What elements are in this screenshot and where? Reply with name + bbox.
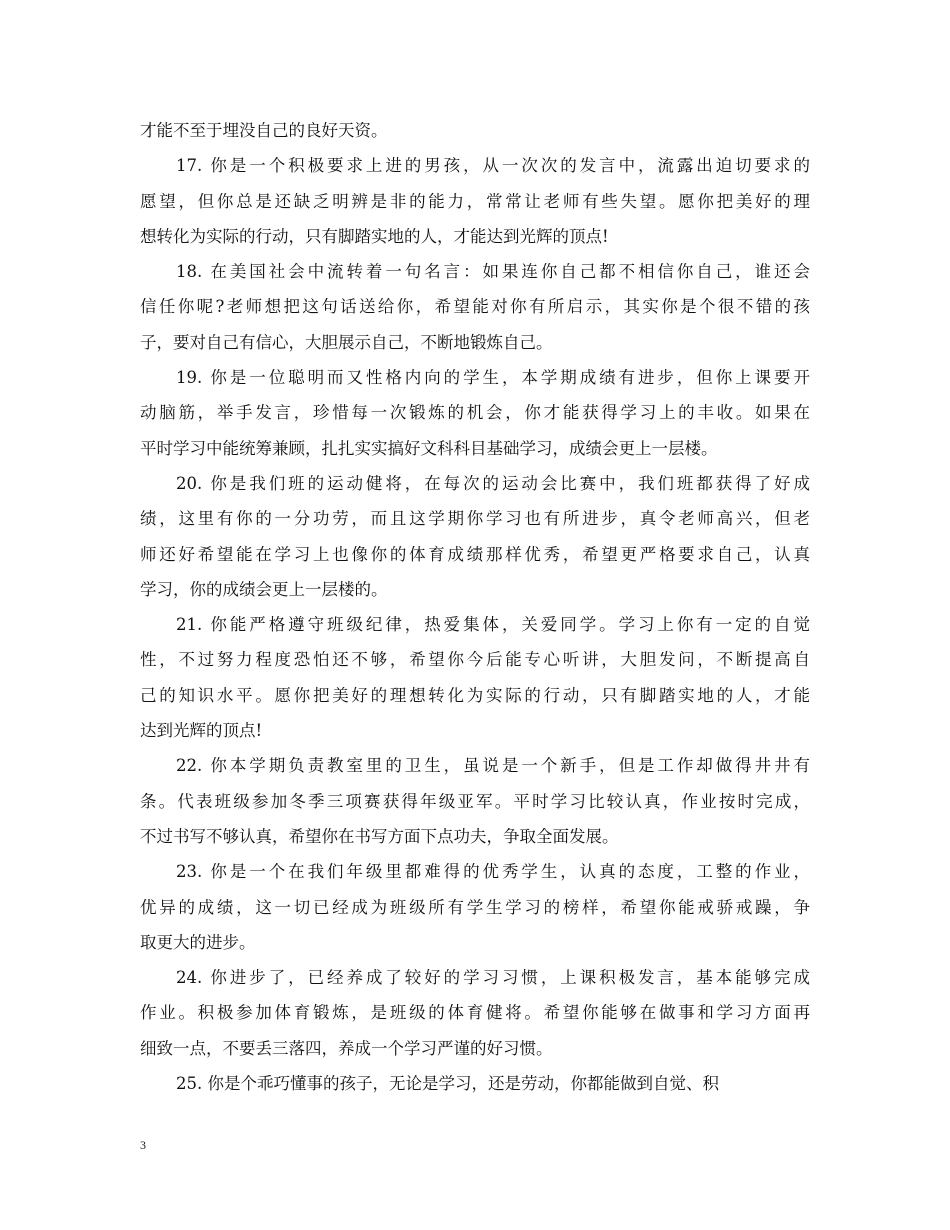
text-line: 师还好希望能在学习上也像你的体育成绩那样优秀，希望更严格要求自己，认真 [140, 544, 810, 564]
paragraph-first-line: 17. 你是一个积极要求上进的男孩，从一次次的发言中，流露出迫切要求的 [176, 156, 810, 176]
text-line: 达到光辉的顶点! [140, 721, 263, 741]
document-body [140, 113, 810, 1101]
paragraph-first-line: 20. 你是我们班的运动健将，在每次的运动会比赛中，我们班都获得了好成 [176, 473, 810, 493]
text-line: 优异的成绩，这一切已经成为班级所有学生学习的榜样，希望你能戒骄戒躁，争 [140, 897, 810, 917]
text-line: 细致一点，不要丢三落四，养成一个学习严谨的好习惯。 [140, 1038, 553, 1058]
text-line: 平时学习中能统筹兼顾，扎扎实实搞好文科科目基础学习，成绩会更上一层楼。 [140, 438, 718, 458]
text-line: 不过书写不够认真，希望你在书写方面下点功夫，争取全面发展。 [140, 826, 619, 846]
text-line: 才能不至于埋没自己的良好天资。 [140, 121, 388, 140]
paragraph-first-line: 24. 你进步了，已经养成了较好的学习习惯，上课积极发言，基本能够完成 [176, 968, 810, 988]
text-line: 性，不过努力程度恐怕还不够，希望你今后能专心听讲，大胆发问，不断提高自 [140, 650, 810, 670]
text-line: 作业。积极参加体育锻炼，是班级的体育健将。希望你能够在做事和学习方面再 [140, 1003, 810, 1023]
paragraph-first-line: 18. 在美国社会中流转着一句名言：如果连你自己都不相信你自己，谁还会 [176, 262, 810, 282]
text-line: 动脑筋，举手发言，珍惜每一次锻炼的机会，你才能获得学习上的丰收。如果在 [140, 403, 810, 423]
text-line: 条。代表班级参加冬季三项赛获得年级亚军。平时学习比较认真，作业按时完成， [140, 791, 810, 811]
text-line: 取更大的进步。 [140, 932, 256, 952]
paragraph-first-line: 23. 你是一个在我们年级里都难得的优秀学生，认真的态度，工整的作业， [176, 862, 810, 882]
page-number: 3 [140, 1138, 146, 1152]
paragraph-first-line: 22. 你本学期负责教室里的卫生，虽说是一个新手，但是工作却做得井井有 [176, 756, 810, 776]
text-line: 想转化为实际的行动，只有脚踏实地的人，才能达到光辉的顶点! [140, 226, 609, 246]
text-line: 己的知识水平。愿你把美好的理想转化为实际的行动，只有脚踏实地的人，才能 [140, 685, 810, 705]
paragraph-first-line: 25. 你是个乖巧懂事的孩子，无论是学习，还是劳动，你都能做到自觉、积 [176, 1074, 719, 1094]
text-line: 学习，你的成绩会更上一层楼的。 [140, 579, 388, 599]
text-line: 子，要对自己有信心，大胆展示自己，不断地锻炼自己。 [140, 332, 553, 352]
paragraph-first-line: 21. 你能严格遵守班级纪律，热爱集体，关爱同学。学习上你有一定的自觉 [176, 615, 810, 635]
text-line: 信任你呢?老师想把这句话送给你，希望能对你有所启示，其实你是个很不错的孩 [140, 297, 810, 317]
paragraph-first-line: 19. 你是一位聪明而又性格内向的学生，本学期成绩有进步，但你上课要开 [176, 368, 810, 388]
text-line: 愿望，但你总是还缺乏明辨是非的能力，常常让老师有些失望。愿你把美好的理 [140, 191, 810, 211]
text-line: 绩，这里有你的一分功劳，而且这学期你学习也有所进步，真令老师高兴，但老 [140, 509, 810, 529]
